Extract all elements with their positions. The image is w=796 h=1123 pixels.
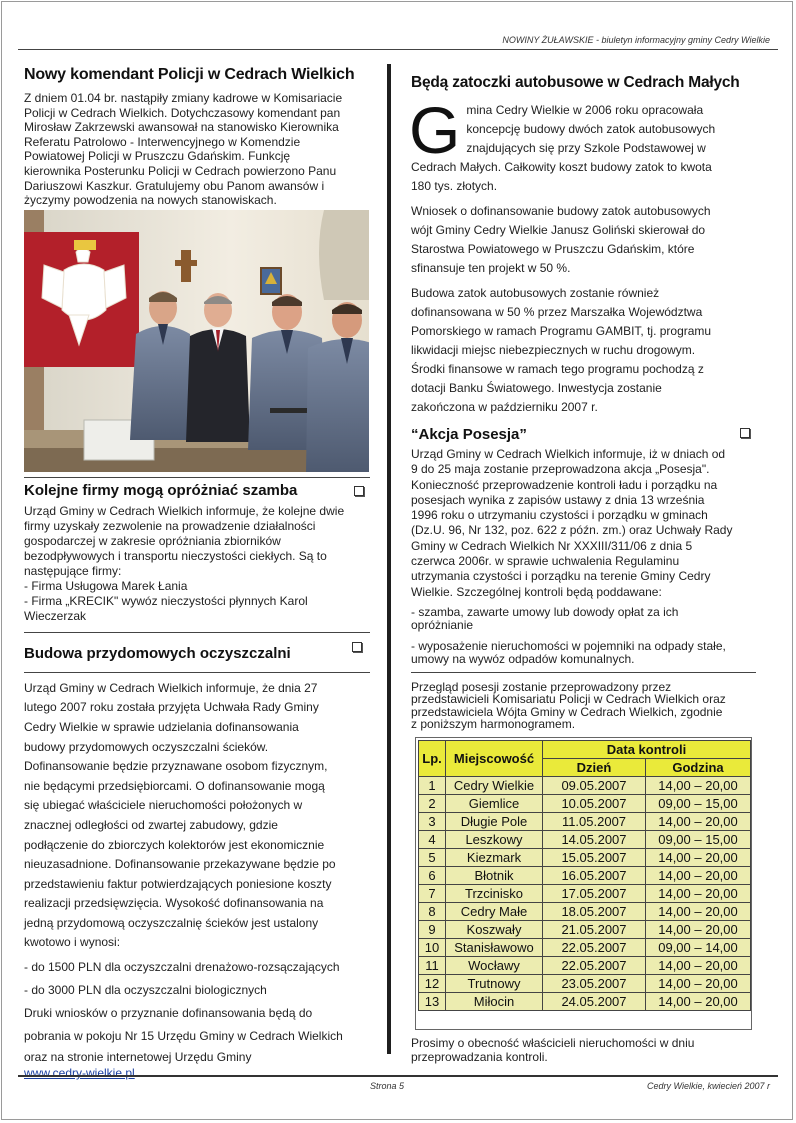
septic-article-title: Kolejne firmy mogą opróżniać szamba: [24, 481, 298, 499]
right-column: [411, 74, 756, 731]
row-hours: 14,00 – 20,00: [646, 867, 751, 885]
square-bullet-icon: [354, 486, 364, 496]
text-line: realizacji przedsięwzięcia. Wysokość dofinansowania na: [24, 896, 324, 911]
row-hours: 14,00 – 20,00: [646, 975, 751, 993]
text-line: zakończona w październiku 2007 r.: [411, 400, 598, 414]
bus-paragraph-3: [411, 284, 756, 417]
row-hours: 14,00 – 20,00: [646, 777, 751, 795]
link-tail: .: [134, 1066, 139, 1081]
sewage-article-title: Budowa przydomowych oczyszczalni: [24, 644, 291, 662]
posesja-closing: [411, 1037, 756, 1064]
text-line: jedną przydomową oczyszczalnię ścieków jest ustalony: [24, 915, 319, 930]
text-line: następujące firmy:: [24, 563, 122, 578]
row-number: 10: [419, 939, 446, 957]
text-line: Mirosław Zakrzewski awansował na stanowisko Kierownika: [24, 120, 339, 135]
table-row: [419, 849, 751, 867]
text-line: znajdujących się przy Szkole Podstawowej w: [466, 141, 706, 155]
issue-date: Cedry Wielkie, kwiecień 2007 r: [647, 1081, 770, 1091]
text-line: dotacji Banku Światowego. Inwestycja zostanie: [411, 381, 662, 395]
posesja-article-body: [411, 447, 756, 600]
text-line: umowy na wywóz odpadów komunalnych.: [411, 651, 635, 666]
row-number: 2: [419, 795, 446, 813]
row-place: Trutnowy: [446, 975, 543, 993]
row-place: Trzcinisko: [446, 885, 543, 903]
text-line: znacznej odległości od zwartej zabudowy, gdzie: [24, 817, 278, 832]
text-line: - Firma Usługowa Marek Łania: [24, 578, 188, 593]
text-line: Urząd Gminy w Cedrach Wielkich informuje, że kolejne dwie: [24, 503, 345, 518]
text-line: Policji w Cedrach Wielkich. Dotychczasowy komendant pan: [24, 105, 341, 120]
table-row: [419, 777, 751, 795]
sewage-closing-line-2: pobrania w pokoju Nr 15 Urzędu Gminy w Cedrach Wielkich: [24, 1029, 343, 1044]
col-header-day: Dzień: [543, 759, 646, 777]
row-day: 09.05.2007: [543, 777, 646, 795]
row-hours: 09,00 – 14,00: [646, 939, 751, 957]
text-line: Konieczność przeprowadzenie kontroli ładu i porządku na: [411, 477, 718, 492]
header-rule: [18, 49, 778, 50]
text-line: kwotowo i wynosi:: [24, 935, 121, 950]
row-day: 11.05.2007: [543, 813, 646, 831]
text-line: życzymy powodzenia na nowych stanowiskach.: [24, 193, 277, 208]
row-number: 7: [419, 885, 446, 903]
row-number: 9: [419, 921, 446, 939]
section-rule: [411, 672, 756, 673]
section-rule: [24, 672, 370, 673]
text-line: przedstawiciela Wójta Gminy w Cedrach Wielkich, zgodnie: [411, 704, 723, 719]
dropcap-letter: G: [409, 93, 461, 167]
row-day: 24.05.2007: [543, 993, 646, 1011]
text-line: Starostwa Powiatowego w Pruszczu Gdańskim, które: [411, 242, 695, 256]
text-line: przedstawicieli Komisariatu Policji w Cedrach Wielkich oraz: [411, 692, 726, 707]
row-hours: 14,00 – 20,00: [646, 849, 751, 867]
text-line: przeprowadzania kontroli.: [411, 1049, 548, 1064]
row-number: 6: [419, 867, 446, 885]
text-line: bezodpływowych i transportu nieczystości ciekłych. Są to: [24, 548, 327, 563]
row-day: 23.05.2007: [543, 975, 646, 993]
text-line: Dariuszowi Kaszkur. Gratulujemy obu Panom awansów i: [24, 178, 325, 193]
row-place: Cedry Małe: [446, 903, 543, 921]
table-row: [419, 939, 751, 957]
footer-rule: [18, 1075, 778, 1077]
text-line: gospodarczej w zakresie opróżniania zbiorników: [24, 533, 281, 548]
text-line: Referatu Patrolowo - Interwencyjnego w Komendzie: [24, 134, 301, 149]
row-number: 4: [419, 831, 446, 849]
row-day: 16.05.2007: [543, 867, 646, 885]
row-place: Giemlice: [446, 795, 543, 813]
text-line: Cedrach Małych. Całkowity koszt budowy zatok to kwota: [411, 160, 712, 174]
col-header-control-date: Data kontroli: [543, 741, 751, 759]
police-article-title: Nowy komendant Policji w Cedrach Wielkich: [24, 66, 355, 83]
text-line: Cedry Wielkie w sprawie udzielania dofinansowania: [24, 719, 299, 734]
sewage-link-line: [24, 1066, 370, 1081]
text-line: budowy przydomowych oczyszczalni ścieków.: [24, 739, 269, 754]
text-line: 180 tys. złotych.: [411, 179, 498, 193]
text-line: Wieczerzak: [24, 608, 87, 623]
bus-paragraph-1: [409, 93, 756, 196]
posesja-item-septic: [411, 606, 756, 632]
text-line: firmy uzyskały zezwolenie na prowadzenie działalności: [24, 518, 316, 533]
sewage-closing-line-1: Druki wniosków o przyznanie dofinansowania będą do: [24, 1006, 313, 1021]
page-number: Strona 5: [370, 1081, 405, 1091]
row-hours: 14,00 – 20,00: [646, 993, 751, 1011]
text-line: utrzymania czystości i porządku na terenie Gminy Cedry: [411, 569, 711, 584]
section-rule: [24, 632, 370, 633]
text-line: Wielkie. Szczególnej kontroli będą poddawane:: [411, 584, 662, 599]
row-number: 11: [419, 957, 446, 975]
row-place: Stanisławowo: [446, 939, 543, 957]
posesja-item-bins: [411, 640, 756, 666]
row-place: Błotnik: [446, 867, 543, 885]
text-line: Środki finansowe w ramach tego programu pochodzą z: [411, 362, 704, 376]
table-row: [419, 921, 751, 939]
text-line: mina Cedry Wielkie w 2006 roku opracowała: [466, 103, 704, 117]
row-hours: 14,00 – 20,00: [646, 903, 751, 921]
posesja-article-heading: [411, 426, 756, 443]
text-line: Pomorskiego w ramach Programu GAMBIT, tj. programu: [411, 324, 712, 338]
text-line: Dofinansowanie będzie przyznawane osobom fizycznym,: [24, 759, 328, 774]
bus-paragraph-1-lines: [409, 93, 756, 196]
text-line: Powiatowej Policji w Pruszczu Gdańskim. Funkcję: [24, 149, 291, 164]
text-line: Z dniem 01.04 br. nastąpiły zmiany kadrowe w Komisariacie: [24, 91, 343, 105]
posesja-article-title: “Akcja Posesja”: [411, 426, 527, 443]
posesja-review-paragraph: [411, 681, 756, 731]
row-day: 22.05.2007: [543, 939, 646, 957]
text-line: 9 do 25 maja zostanie przeprowadzona akcja „Posesja".: [411, 462, 710, 477]
table-row: [419, 813, 751, 831]
sewage-bullet-1500: - do 1500 PLN dla oczyszczalni drenażowo-rozsączających: [24, 960, 340, 975]
row-place: Miłocin: [446, 993, 543, 1011]
left-column: [24, 66, 370, 1081]
newsletter-header: NOWINY ŻUŁAWSKIE - biuletyn informacyjny gminy Cedry Wielkie: [502, 35, 770, 45]
sewage-bullet-3000: - do 3000 PLN dla oczyszczalni biologicznych: [24, 983, 267, 998]
row-number: 3: [419, 813, 446, 831]
sewage-article-heading: [24, 645, 370, 662]
row-day: 15.05.2007: [543, 849, 646, 867]
col-header-place: Miejscowość: [446, 741, 543, 777]
text-line: - wyposażenie nieruchomości w pojemniki na odpady stałe,: [411, 638, 726, 653]
text-line: dofinansowana w 50 % przez Marszałka Województwa: [411, 305, 703, 319]
row-place: Cedry Wielkie: [446, 777, 543, 795]
text-line: - Firma „KRECIK" wywóz nieczystości płynnych Karol: [24, 593, 308, 608]
text-line: - szamba, zawarte umowy lub dowody opłat za ich: [411, 604, 679, 619]
septic-article-heading: [24, 482, 370, 499]
text-line: Gminy w Cedrach Wielkich Nr XXXIII/311/06 z dnia 5: [411, 538, 693, 553]
row-place: Koszwały: [446, 921, 543, 939]
police-article-body: [24, 91, 370, 208]
text-line: lutego 2007 roku została przyjęta Uchwała Rady Gminy: [24, 700, 319, 715]
table-row: [419, 975, 751, 993]
table-row: [419, 957, 751, 975]
row-place: Długie Pole: [446, 813, 543, 831]
col-header-lp: Lp.: [419, 741, 446, 777]
text-line: kierownika Posterunku Policji w Cedrach powierzono Panu: [24, 163, 337, 178]
row-number: 13: [419, 993, 446, 1011]
row-hours: 09,00 – 15,00: [646, 795, 751, 813]
row-hours: 14,00 – 20,00: [646, 921, 751, 939]
row-day: 14.05.2007: [543, 831, 646, 849]
table-row: [419, 795, 751, 813]
text-line: podłączenie do zbiorczych kolektorów jest ekonomicznie: [24, 837, 325, 852]
section-rule: [24, 477, 370, 478]
text-line: przedstawieniu faktur potwierdzających poniesione koszty: [24, 876, 332, 891]
row-hours: 09,00 – 15,00: [646, 831, 751, 849]
table-row: [419, 831, 751, 849]
col-header-hour: Godzina: [646, 759, 751, 777]
row-day: 17.05.2007: [543, 885, 646, 903]
table-row: [419, 903, 751, 921]
row-number: 5: [419, 849, 446, 867]
text-line: sfinansuje ten projekt w 50 %.: [411, 261, 571, 275]
row-number: 1: [419, 777, 446, 795]
row-day: 22.05.2007: [543, 957, 646, 975]
municipality-website-link[interactable]: www.cedry-wielkie.pl: [24, 1066, 135, 1081]
bus-article-title: Będą zatoczki autobusowe w Cedrach Małych: [411, 74, 740, 91]
text-line: Urząd Gminy w Cedrach Wielkich informuje, iż w dniach od: [411, 447, 726, 461]
text-line: Urząd Gminy w Cedrach Wielkich informuje, że dnia 27: [24, 680, 318, 695]
text-line: likwidacji miejsc niebezpiecznych w ruchu drogowym.: [411, 343, 696, 357]
schedule-body: [419, 777, 751, 1011]
text-line: czerwca 2006r. w sprawie uchwalenia Regulaminu: [411, 554, 680, 569]
septic-article-body: [24, 504, 370, 624]
bus-paragraph-2: [411, 202, 756, 278]
sewage-article-body: [24, 679, 370, 953]
text-line: 1996 roku o utrzymaniu czystości i porządku w gminach: [411, 508, 708, 523]
inspection-schedule-table: [418, 740, 751, 1011]
text-line: Przegląd posesji zostanie przeprowadzony przez: [411, 679, 672, 694]
text-line: się ubiegać właściciele nieruchomości położonych w: [24, 798, 303, 813]
sewage-closing-line-3: oraz na stronie internetowej Urzędu Gminy: [24, 1050, 252, 1065]
column-divider: [387, 64, 391, 1054]
text-line: Prosimy o obecność właścicieli nieruchomości w dniu: [411, 1036, 695, 1050]
row-place: Leszkowy: [446, 831, 543, 849]
square-bullet-icon: [352, 642, 362, 652]
row-place: Kiezmark: [446, 849, 543, 867]
square-bullet-icon: [740, 428, 750, 438]
row-number: 8: [419, 903, 446, 921]
row-day: 21.05.2007: [543, 921, 646, 939]
text-line: koncepcję budowy dwóch zatok autobusowych: [466, 122, 716, 136]
table-row: [419, 993, 751, 1011]
text-line: Budowa zatok autobusowych zostanie również: [411, 286, 660, 300]
photo-illustration: [24, 210, 369, 472]
text-line: posesjach wynika z zapisów ustawy z dnia 13 września: [411, 492, 705, 507]
row-day: 18.05.2007: [543, 903, 646, 921]
row-day: 10.05.2007: [543, 795, 646, 813]
row-place: Wocławy: [446, 957, 543, 975]
row-hours: 14,00 – 20,00: [646, 885, 751, 903]
text-line: nieuzasadnione. Dofinansowanie przekazywane będzie po: [24, 857, 336, 872]
text-line: opróżnianie: [411, 617, 474, 632]
row-hours: 14,00 – 20,00: [646, 957, 751, 975]
text-line: wójt Gminy Cedry Wielkie Janusz Goliński skierował do: [411, 223, 706, 237]
row-number: 12: [419, 975, 446, 993]
table-row: [419, 885, 751, 903]
police-officers-photo: [24, 210, 369, 472]
text-line: nie będącymi przedsiębiorcami. O dofinansowanie mogą: [24, 778, 325, 793]
table-row: [419, 867, 751, 885]
text-line: (Dz.U. 96, Nr 132, poz. 622 z późn. zm.) oraz Uchwały Rady: [411, 523, 733, 538]
text-line: z poniższym harmonogramem.: [411, 717, 576, 732]
text-line: Wniosek o dofinansowanie budowy zatok autobusowych: [411, 204, 711, 218]
row-hours: 14,00 – 20,00: [646, 813, 751, 831]
